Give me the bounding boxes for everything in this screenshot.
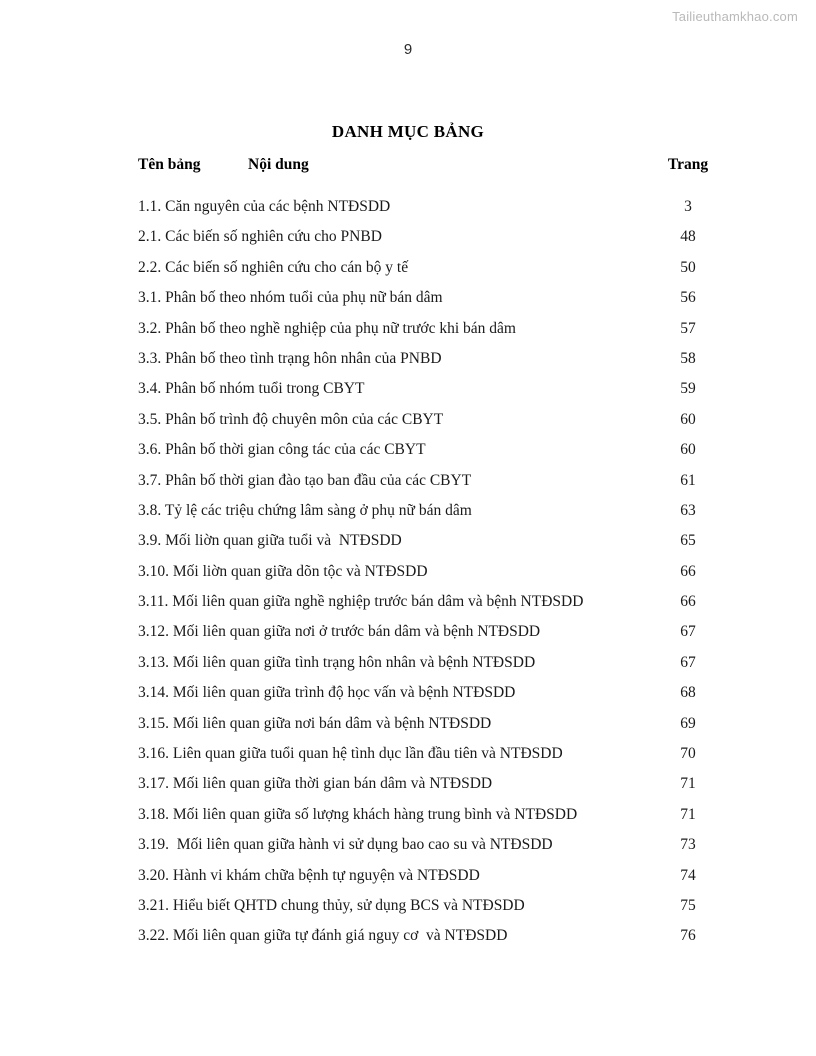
table-entry-label: 3.11. Mối liên quan giữa nghề nghiệp trước bán dâm và bệnh NTĐSDD <box>138 593 584 611</box>
table-entry-label: 2.2. Các biến số nghiên cứu cho cán bộ y tế <box>138 258 409 276</box>
table-row <box>138 678 738 708</box>
table-entry-page: 60 <box>680 410 696 428</box>
table-row <box>138 648 738 678</box>
table-row <box>138 800 738 830</box>
table-entry-label: 3.4. Phân bố nhóm tuổi trong CBYT <box>138 380 365 398</box>
table-entry-page: 60 <box>680 441 696 459</box>
table-entry-page: 63 <box>680 501 696 519</box>
table-entry-page: 75 <box>680 896 696 914</box>
table-row <box>138 374 738 404</box>
table-entry-label: 3.22. Mối liên quan giữa tự đánh giá nguy cơ và NTĐSDD <box>138 927 508 945</box>
table-row <box>138 617 738 647</box>
table-entry-label: 3.3. Phân bố theo tình trạng hôn nhân của PNBD <box>138 349 442 367</box>
table-entry-label: 3.20. Hành vi khám chữa bệnh tự nguyện và NTĐSDD <box>138 866 480 884</box>
table-entry-page: 3 <box>684 198 692 215</box>
column-header-content: Nội dung <box>248 156 309 173</box>
table-entry-page: 67 <box>680 653 696 671</box>
table-row <box>138 496 738 526</box>
table-row <box>138 557 738 587</box>
page-number: 9 <box>403 41 413 58</box>
table-entry-page: 74 <box>680 866 696 884</box>
page-title: DANH MỤC BẢNG <box>331 122 485 141</box>
table-row <box>138 769 738 799</box>
table-entry-page: 76 <box>680 927 696 945</box>
table-entry-label: 3.21. Hiểu biết QHTD chung thủy, sử dụng BCS và NTĐSDD <box>138 896 525 914</box>
table-entry-label: 3.12. Mối liên quan giữa nơi ở trước bán dâm và bệnh NTĐSDD <box>138 623 541 641</box>
table-entry-page: 70 <box>680 745 696 763</box>
table-entry-label: 3.2. Phân bố theo nghề nghiệp của phụ nữ trước khi bán dâm <box>138 319 516 337</box>
table-entry-label: 3.5. Phân bố trình độ chuyên môn của các CBYT <box>138 410 444 428</box>
table-entry-label: 3.19. Mối liên quan giữa hành vi sử dụng bao cao su và NTĐSDD <box>138 836 553 854</box>
table-entry-label: 3.6. Phân bố thời gian công tác của các CBYT <box>138 441 426 459</box>
table-entry-label: 3.10. Mối liờn quan giữa dõn tộc và NTĐSDD <box>138 562 428 580</box>
table-entry-page: 69 <box>680 714 696 732</box>
table-column-headers <box>138 156 738 176</box>
table-row <box>138 253 738 283</box>
table-entry-label: 3.7. Phân bố thời gian đào tạo ban đầu của các CBYT <box>138 471 472 489</box>
table-entry-label: 2.1. Các biến số nghiên cứu cho PNBD <box>138 228 382 246</box>
table-entry-page: 61 <box>680 471 696 489</box>
table-entry-page: 48 <box>680 228 696 246</box>
table-entry-label: 3.14. Mối liên quan giữa trình độ học vấn và bệnh NTĐSDD <box>138 684 516 702</box>
table-row <box>138 587 738 617</box>
table-entry-label: 3.18. Mối liên quan giữa số lượng khách hàng trung bình và NTĐSDD <box>138 805 578 823</box>
table-row <box>138 344 738 374</box>
table-row <box>138 526 738 556</box>
table-entry-label: 3.17. Mối liên quan giữa thời gian bán dâm và NTĐSDD <box>138 775 493 793</box>
table-row <box>138 435 738 465</box>
table-entry-page: 57 <box>680 319 696 337</box>
table-entry-page: 71 <box>680 805 696 823</box>
column-header-page: Trang <box>667 156 709 173</box>
table-entry-page: 66 <box>680 593 696 611</box>
table-row <box>138 739 738 769</box>
site-watermark: Tailieuthamkhao.com <box>672 9 798 24</box>
table-row <box>138 921 738 951</box>
column-header-table-name: Tên bảng <box>138 156 201 173</box>
table-of-tables-list <box>138 192 738 952</box>
table-entry-page: 66 <box>680 562 696 580</box>
table-row <box>138 709 738 739</box>
table-row <box>138 222 738 252</box>
table-entry-label: 3.9. Mối liờn quan giữa tuổi và NTĐSDD <box>138 532 402 550</box>
table-row <box>138 283 738 313</box>
table-entry-page: 71 <box>680 775 696 793</box>
table-entry-label: 3.13. Mối liên quan giữa tình trạng hôn nhân và bệnh NTĐSDD <box>138 653 536 671</box>
table-row <box>138 830 738 860</box>
table-entry-page: 67 <box>680 623 696 641</box>
table-row <box>138 314 738 344</box>
table-row <box>138 861 738 891</box>
table-entry-page: 50 <box>680 258 696 276</box>
table-entry-page: 56 <box>680 289 696 307</box>
table-entry-label: 3.16. Liên quan giữa tuổi quan hệ tình dục lần đầu tiên và NTĐSDD <box>138 745 563 763</box>
table-entry-page: 58 <box>680 349 696 367</box>
table-entry-label: 1.1. Căn nguyên của các bệnh NTĐSDD <box>138 198 391 215</box>
table-entry-label: 3.8. Tỷ lệ các triệu chứng lâm sàng ở phụ nữ bán dâm <box>138 501 472 519</box>
table-entry-label: 3.1. Phân bố theo nhóm tuổi của phụ nữ bán dâm <box>138 289 443 307</box>
table-row <box>138 891 738 921</box>
table-entry-page: 73 <box>680 836 696 854</box>
table-row <box>138 192 738 222</box>
table-entry-page: 59 <box>680 380 696 398</box>
table-entry-label: 3.15. Mối liên quan giữa nơi bán dâm và bệnh NTĐSDD <box>138 714 492 732</box>
table-entry-page: 68 <box>680 684 696 702</box>
table-row <box>138 405 738 435</box>
table-entry-page: 65 <box>680 532 696 550</box>
table-row <box>138 466 738 496</box>
